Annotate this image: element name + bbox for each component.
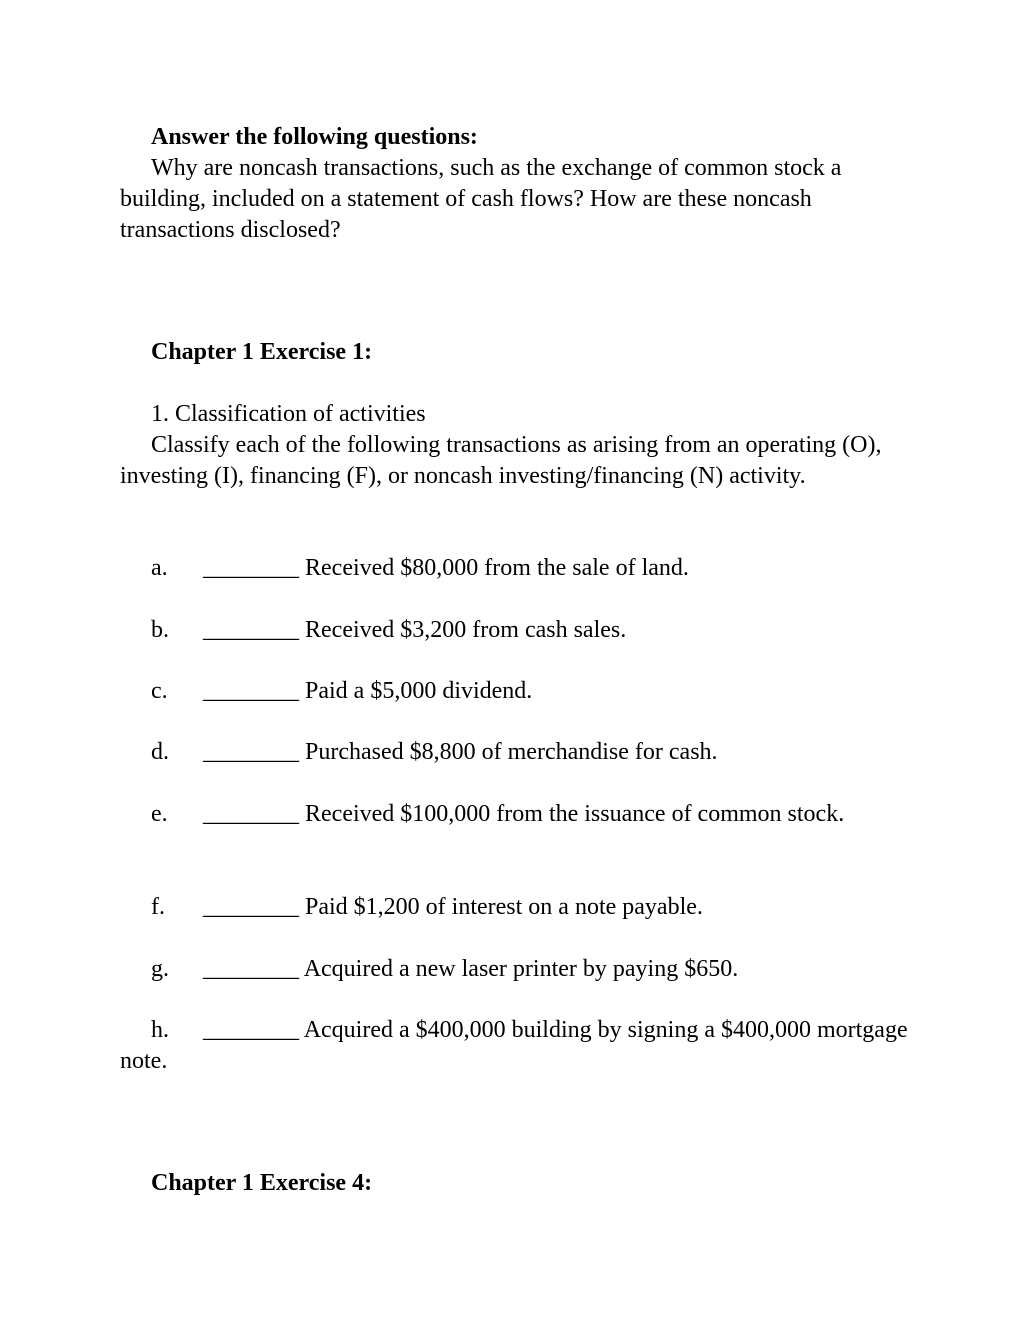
list-item — [120, 799, 920, 830]
item-text: Paid $1,200 of interest on a note payable. — [305, 894, 703, 920]
question-text: Why are noncash transactions, such as the exchange of common stock a building, included on a statement of cash flows? How are these noncash transactions disclosed? — [120, 155, 842, 243]
answer-blank[interactable]: ________ — [203, 1017, 299, 1043]
list-item — [120, 615, 920, 646]
answer-blank[interactable]: ________ — [203, 555, 299, 581]
exercise-1-heading: Chapter 1 Exercise 1: — [151, 339, 373, 365]
list-item — [120, 1015, 920, 1077]
exercise-1-subtitle — [120, 399, 920, 430]
exercise-1-instructions — [120, 430, 920, 492]
answer-blank[interactable]: ________ — [203, 956, 299, 982]
list-item — [120, 892, 920, 923]
list-item — [120, 737, 920, 768]
instructions-text: Classify each of the following transactions as arising from an operating (O), investing (I), financing (F), or noncash investing/financing (N) activity. — [120, 432, 882, 489]
exercise-4-heading: Chapter 1 Exercise 4: — [151, 1170, 373, 1196]
item-text: Acquired a new laser printer by paying $650. — [303, 956, 739, 982]
item-letter: d. — [151, 739, 169, 765]
item-letter: e. — [151, 801, 168, 827]
item-letter: g. — [151, 956, 169, 982]
noncash-question — [120, 153, 920, 246]
item-text: Paid a $5,000 dividend. — [305, 678, 533, 704]
answer-blank[interactable]: ________ — [203, 678, 299, 704]
subtitle-text: 1. Classification of activities — [151, 401, 426, 427]
item-letter: f. — [151, 894, 165, 920]
list-item — [120, 553, 920, 584]
item-text: Received $3,200 from cash sales. — [305, 617, 627, 643]
list-item — [120, 676, 920, 707]
item-letter: c. — [151, 678, 168, 704]
answer-blank[interactable]: ________ — [203, 617, 299, 643]
item-letter: b. — [151, 617, 169, 643]
item-text: Acquired a $400,000 building by signing a $400,000 mortgage note. — [120, 1017, 908, 1074]
item-letter: h. — [151, 1017, 169, 1043]
item-text: Received $80,000 from the sale of land. — [305, 555, 689, 581]
questions-heading: Answer the following questions: — [151, 124, 478, 150]
list-item — [120, 954, 920, 985]
answer-blank[interactable]: ________ — [203, 739, 299, 765]
item-text: Purchased $8,800 of merchandise for cash. — [305, 739, 718, 765]
answer-blank[interactable]: ________ — [203, 801, 299, 827]
item-letter: a. — [151, 555, 168, 581]
answer-blank[interactable]: ________ — [203, 894, 299, 920]
item-text: Received $100,000 from the issuance of common stock. — [305, 801, 845, 827]
